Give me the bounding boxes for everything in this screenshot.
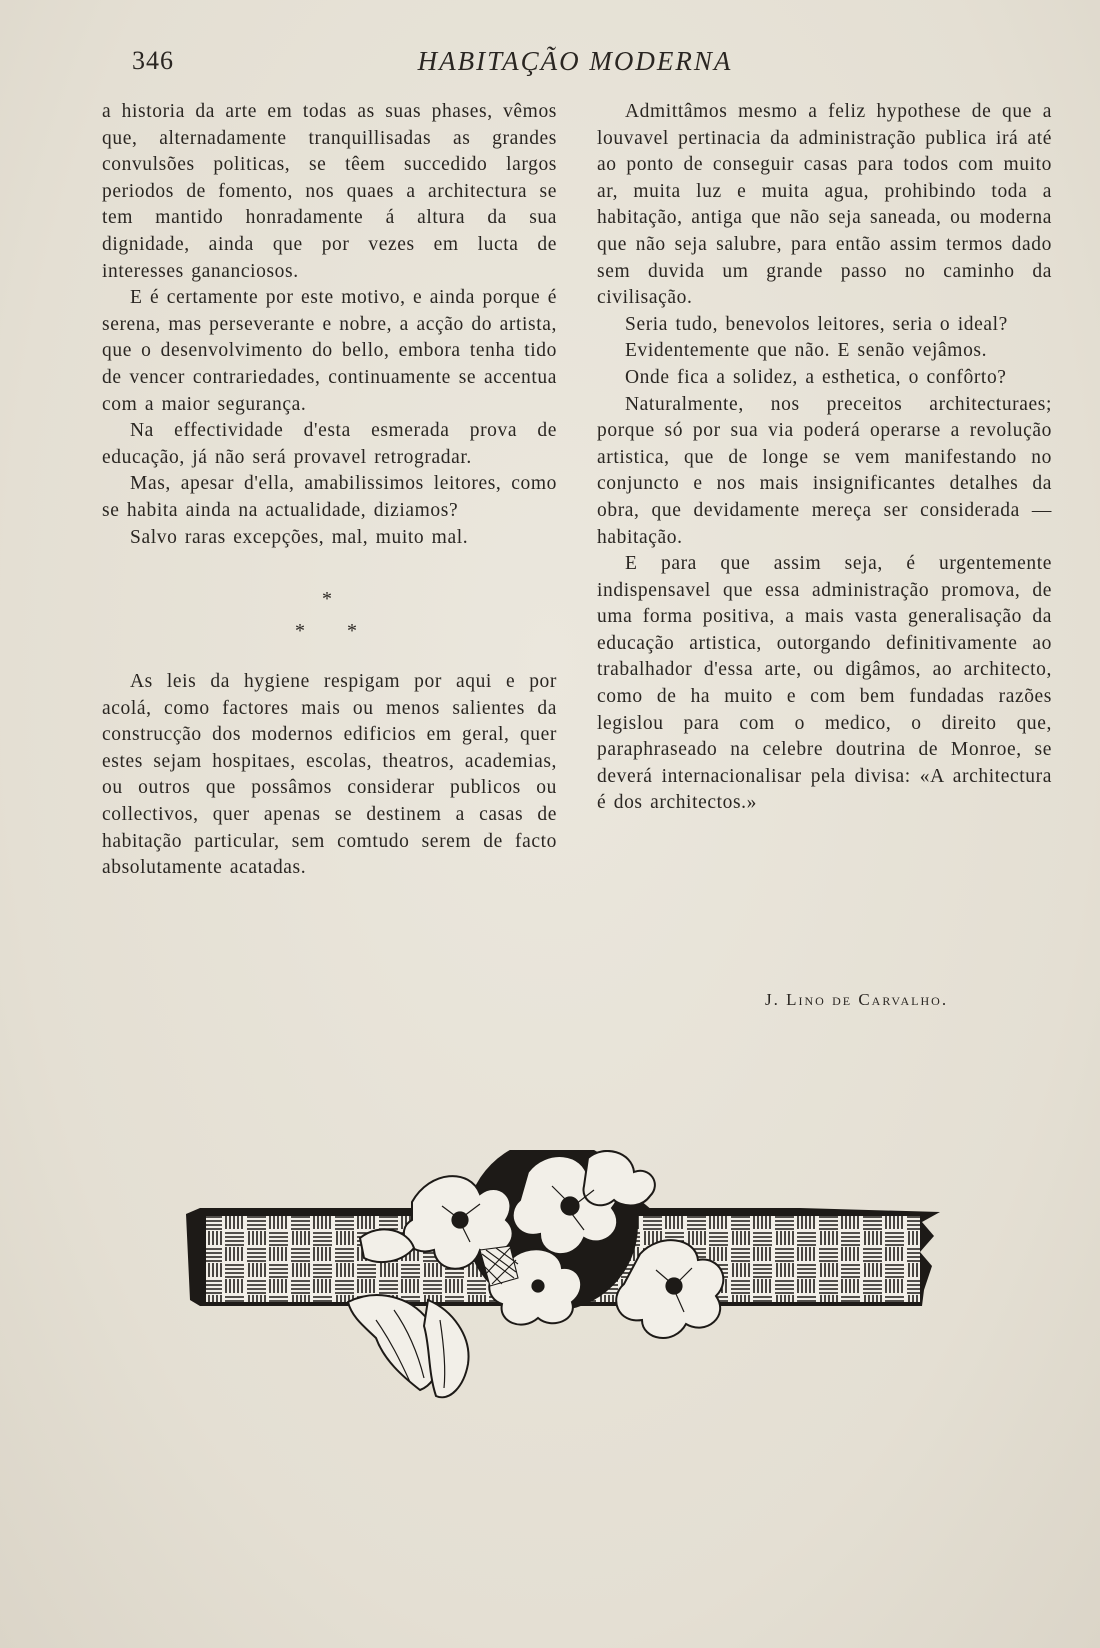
- paragraph: Na effectividade d'esta esmerada prova de educação, já não será provavel retrogradar.: [102, 420, 557, 468]
- paragraph: Admittâmos mesmo a feliz hypothese de que a louvavel pertinacia da administração publica irá até ao ponto de conseguir casas para todos com muito ar, muita luz e muita agua, prohibindo toda a habitação, antiga que não seja saneada, ou moderna que não seja salubre, para então assim termos dado sem duvida um grande passo no caminho da civilisação.: [597, 101, 1052, 309]
- page-number: 346: [132, 46, 174, 75]
- paragraph: Onde fica a solidez, a esthetica, o confôrto?: [625, 366, 1007, 388]
- asterism-divider: [102, 589, 557, 655]
- floral-basket-ornament: [180, 1150, 970, 1440]
- author-signature: J. Lino de Carvalho.: [765, 990, 949, 1009]
- paragraph: As leis da hygiene respigam por aqui e por acolá, como factores mais ou menos salientes da construcção dos modernos edificios em geral, quer estes sejam hospitaes, escolas, theatros, academias, ou outros que possâmos considerar publicos ou collectivos, quer apenas se destinem a casas de habitação particular, sem comtudo serem de facto absolutamente acatadas.: [102, 671, 557, 879]
- paragraph: Naturalmente, nos preceitos architecturaes; porque só por sua via poderá operarse a revolução artistica, que de longe se vem manifestando no conjuncto e nos mais insignificantes detalhes da obra, que devidamente mereça ser considerada — habitação.: [597, 393, 1052, 548]
- asterisk: *: [347, 620, 358, 643]
- paragraph: a historia da arte em todas as suas phases, vêmos que, alternadamente tranquillisadas as grandes convulsões politicas, se têem succedido largos periodos de fomento, nos quaes a architectura se tem mantido honradamente á altura da sua dignidade, ainda que por vezes em lucta de interesses gananciosos.: [102, 101, 557, 282]
- left-column: [102, 99, 557, 882]
- paragraph: Seria tudo, benevolos leitores, seria o ideal?: [625, 313, 1008, 335]
- running-title: HABITAÇÃO MODERNA: [417, 46, 733, 76]
- asterisk: *: [295, 620, 306, 643]
- paragraph: Mas, apesar d'ella, amabilissimos leitores, como se habita ainda na actualidade, diziamos?: [102, 473, 557, 521]
- right-column: [597, 99, 1052, 817]
- paragraph: Salvo raras excepções, mal, muito mal.: [130, 526, 469, 548]
- paragraph: E é certamente por este motivo, e ainda porque é serena, mas perseverante e nobre, a acção do artista, que o desenvolvimento do bello, embora tenha tido de vencer contrariedades, continuamente se accentua com a maior segurança.: [102, 287, 557, 415]
- asterisk: *: [322, 588, 333, 611]
- page-header: [100, 42, 1050, 82]
- paragraph: Evidentemente que não. E senão vejâmos.: [625, 340, 988, 362]
- paragraph: E para que assim seja, é urgentemente indispensavel que essa administração promova, de uma forma positiva, a mais vasta generalisação da educação artistica, outorgando definitivamente ao trabalhador d'essa arte, ou digâmos, ao architecto, como de ha muito e com bem fundadas razões legislou para com o medico, o direito que, paraphraseado na celebre doutrina de Monroe, se deverá internacionalisar pela divisa: «A architectura é dos architectos.»: [597, 553, 1052, 814]
